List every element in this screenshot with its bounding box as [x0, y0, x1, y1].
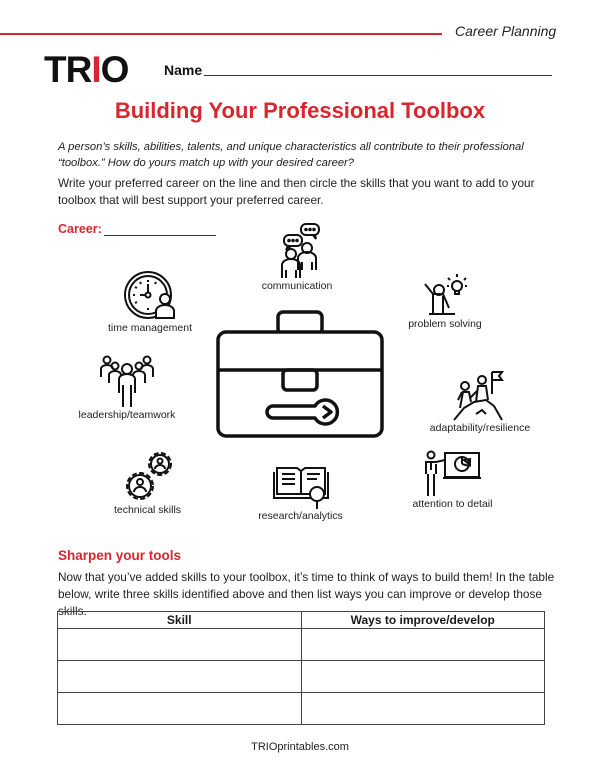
career-field[interactable] [104, 235, 216, 236]
section-title: Sharpen your tools [58, 548, 182, 563]
instructions-text: Write your preferred career on the line and then circle the skills that you want to add to your toolbox that will best support your preferred career. [58, 176, 535, 207]
skill-label: technical skills [113, 504, 182, 516]
skill-communication[interactable] [252, 222, 342, 292]
table-row [58, 661, 545, 693]
career-label: Career: [58, 222, 102, 236]
logo-text-accent: I [91, 49, 101, 90]
skill-adaptability-resilience[interactable] [425, 370, 535, 434]
skill-cell[interactable] [58, 693, 302, 725]
table-row [58, 629, 545, 661]
skill-label: communication [261, 280, 333, 292]
skill-label: time management [107, 322, 193, 334]
skill-label: attention to detail [412, 498, 493, 510]
skills-table [57, 611, 545, 725]
trio-logo [44, 51, 128, 88]
column-header-skill: Skill [58, 612, 302, 629]
skill-technical-skills[interactable] [100, 448, 195, 516]
name-label: Name [164, 62, 203, 78]
skill-label: adaptability/resilience [429, 422, 531, 434]
person-lightbulb-icon [417, 270, 473, 318]
logo-text-pre: TR [44, 49, 92, 90]
section-text: Now that you’ve added skills to your toolbox, it’s time to think of ways to build them! In the table below, write three skills identified above and then list ways you can improve or develop those skills. [58, 570, 555, 618]
skill-time-management[interactable] [90, 270, 210, 334]
people-speech-bubbles-icon [267, 222, 327, 280]
table-header-row [58, 612, 545, 629]
ways-cell[interactable] [301, 629, 545, 661]
skill-leadership-teamwork[interactable] [72, 355, 182, 421]
skill-label: problem solving [408, 318, 482, 330]
footer-url: TRIOprintables.com [251, 741, 349, 753]
ways-cell[interactable] [301, 693, 545, 725]
group-leader-icon [97, 355, 157, 409]
name-field[interactable] [204, 75, 552, 76]
skill-problem-solving[interactable] [400, 270, 490, 330]
skill-label: leadership/teamwork [78, 409, 176, 421]
presenter-chart-icon [423, 450, 483, 498]
skill-attention-to-detail[interactable] [400, 450, 505, 510]
intro-text: A person’s skills, abilities, talents, and unique characteristics all contribute to their professional “toolbox.” How do yours match up with your desired career? [58, 141, 524, 169]
skill-research-analytics[interactable] [253, 464, 348, 522]
skill-cell[interactable] [58, 629, 302, 661]
category-label: Career Planning [455, 23, 557, 39]
gears-person-icon [118, 448, 178, 504]
header-rule [0, 33, 442, 35]
book-magnifier-icon [271, 464, 331, 510]
table-row [58, 693, 545, 725]
clock-person-icon [120, 270, 180, 322]
toolbox-wrench-icon [215, 310, 385, 445]
column-header-ways: Ways to improve/develop [301, 612, 545, 629]
logo-text-post: O [100, 49, 129, 90]
ways-cell[interactable] [301, 661, 545, 693]
skill-label: research/analytics [258, 510, 343, 522]
climbers-flag-icon [450, 370, 510, 422]
skill-cell[interactable] [58, 661, 302, 693]
page-title: Building Your Professional Toolbox [114, 98, 486, 123]
